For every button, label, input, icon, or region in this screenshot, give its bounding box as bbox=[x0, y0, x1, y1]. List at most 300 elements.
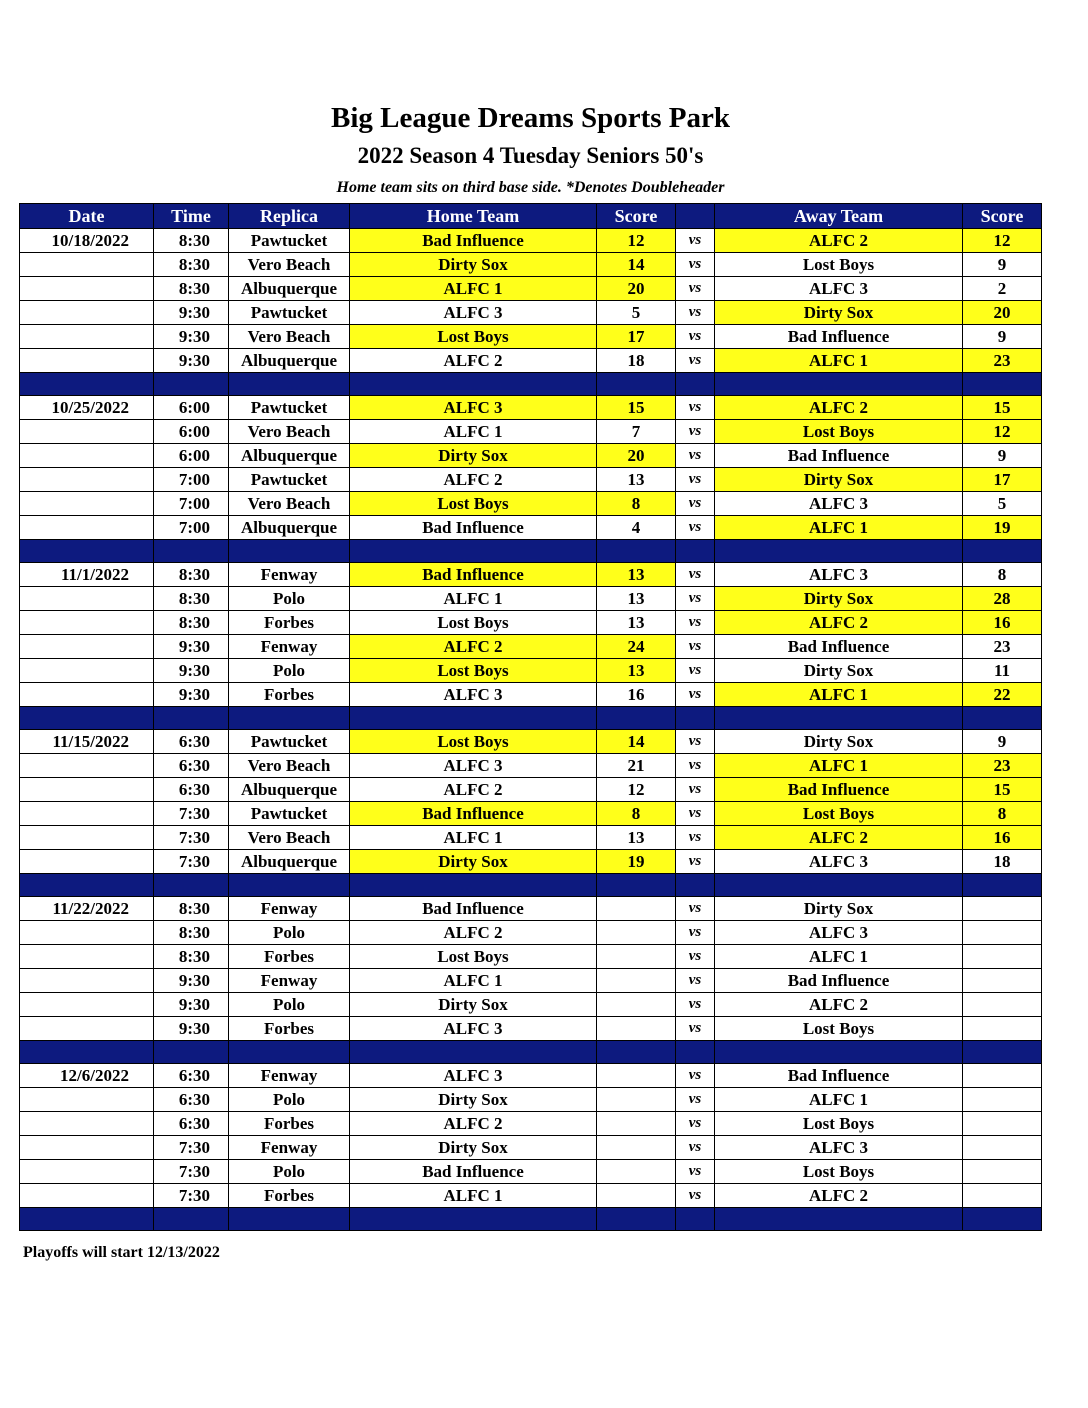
replica-cell: Polo bbox=[229, 659, 350, 683]
away-team-cell: Dirty Sox bbox=[715, 730, 963, 754]
time-cell: 7:00 bbox=[154, 516, 229, 540]
away-team-cell: Bad Influence bbox=[715, 778, 963, 802]
home-score-cell: 21 bbox=[597, 754, 676, 778]
away-score-cell bbox=[963, 1136, 1042, 1160]
away-score-cell: 9 bbox=[963, 730, 1042, 754]
vs-cell: vs bbox=[676, 1160, 715, 1184]
game-row bbox=[20, 611, 1042, 635]
home-score-cell bbox=[597, 993, 676, 1017]
vs-cell: vs bbox=[676, 945, 715, 969]
home-team-cell: ALFC 3 bbox=[350, 683, 597, 707]
game-row bbox=[20, 754, 1042, 778]
date-cell bbox=[20, 325, 154, 349]
home-team-cell: ALFC 2 bbox=[350, 468, 597, 492]
game-row bbox=[20, 730, 1042, 754]
vs-cell: vs bbox=[676, 349, 715, 373]
separator-cell bbox=[715, 707, 963, 730]
vs-cell: vs bbox=[676, 229, 715, 253]
game-row bbox=[20, 1184, 1042, 1208]
replica-cell: Vero Beach bbox=[229, 420, 350, 444]
replica-cell: Albuquerque bbox=[229, 778, 350, 802]
away-team-cell: Bad Influence bbox=[715, 969, 963, 993]
away-team-cell: Dirty Sox bbox=[715, 587, 963, 611]
replica-cell: Fenway bbox=[229, 635, 350, 659]
time-cell: 7:30 bbox=[154, 1184, 229, 1208]
time-cell: 7:30 bbox=[154, 802, 229, 826]
date-cell bbox=[20, 253, 154, 277]
away-score-cell: 11 bbox=[963, 659, 1042, 683]
home-score-cell: 18 bbox=[597, 349, 676, 373]
vs-cell: vs bbox=[676, 993, 715, 1017]
time-cell: 6:30 bbox=[154, 1112, 229, 1136]
date-cell bbox=[20, 635, 154, 659]
date-cell bbox=[20, 492, 154, 516]
away-team-cell: ALFC 1 bbox=[715, 516, 963, 540]
time-cell: 7:00 bbox=[154, 492, 229, 516]
home-team-cell: Bad Influence bbox=[350, 1160, 597, 1184]
away-score-cell: 20 bbox=[963, 301, 1042, 325]
home-team-cell: Bad Influence bbox=[350, 563, 597, 587]
separator-cell bbox=[963, 707, 1042, 730]
home-score-cell bbox=[597, 897, 676, 921]
replica-cell: Vero Beach bbox=[229, 826, 350, 850]
date-cell bbox=[20, 993, 154, 1017]
away-score-cell bbox=[963, 921, 1042, 945]
home-team-cell: ALFC 2 bbox=[350, 921, 597, 945]
time-cell: 9:30 bbox=[154, 993, 229, 1017]
away-score-cell bbox=[963, 1088, 1042, 1112]
home-score-cell: 16 bbox=[597, 683, 676, 707]
home-score-cell: 13 bbox=[597, 611, 676, 635]
home-score-cell bbox=[597, 1112, 676, 1136]
home-score-cell: 13 bbox=[597, 587, 676, 611]
home-team-cell: ALFC 3 bbox=[350, 396, 597, 420]
vs-cell: vs bbox=[676, 921, 715, 945]
away-score-cell bbox=[963, 1017, 1042, 1041]
replica-cell: Pawtucket bbox=[229, 229, 350, 253]
separator-cell bbox=[229, 1041, 350, 1064]
away-team-cell: ALFC 3 bbox=[715, 277, 963, 301]
replica-cell: Polo bbox=[229, 993, 350, 1017]
page-subtitle: 2022 Season 4 Tuesday Seniors 50's bbox=[357, 143, 704, 168]
separator-cell bbox=[350, 540, 597, 563]
game-row bbox=[20, 850, 1042, 874]
separator-cell bbox=[963, 373, 1042, 396]
away-score-cell: 12 bbox=[963, 420, 1042, 444]
vs-cell: vs bbox=[676, 1112, 715, 1136]
game-row bbox=[20, 301, 1042, 325]
time-cell: 9:30 bbox=[154, 635, 229, 659]
replica-cell: Fenway bbox=[229, 1064, 350, 1088]
date-cell bbox=[20, 826, 154, 850]
game-row bbox=[20, 563, 1042, 587]
home-score-cell bbox=[597, 945, 676, 969]
away-team-cell: ALFC 3 bbox=[715, 1136, 963, 1160]
home-team-cell: ALFC 1 bbox=[350, 420, 597, 444]
separator-cell bbox=[229, 540, 350, 563]
away-team-cell: ALFC 3 bbox=[715, 492, 963, 516]
home-team-cell: Lost Boys bbox=[350, 659, 597, 683]
separator-cell bbox=[676, 1208, 715, 1231]
vs-cell: vs bbox=[676, 325, 715, 349]
game-row bbox=[20, 945, 1042, 969]
away-team-cell: Dirty Sox bbox=[715, 301, 963, 325]
time-cell: 9:30 bbox=[154, 325, 229, 349]
separator-cell bbox=[350, 1041, 597, 1064]
home-score-cell: 20 bbox=[597, 444, 676, 468]
vs-cell: vs bbox=[676, 850, 715, 874]
date-cell bbox=[20, 349, 154, 373]
time-cell: 9:30 bbox=[154, 659, 229, 683]
date-cell bbox=[20, 921, 154, 945]
home-score-cell: 13 bbox=[597, 563, 676, 587]
home-score-cell bbox=[597, 1017, 676, 1041]
replica-cell: Polo bbox=[229, 1160, 350, 1184]
separator-cell bbox=[350, 707, 597, 730]
home-score-cell: 14 bbox=[597, 730, 676, 754]
replica-cell: Vero Beach bbox=[229, 492, 350, 516]
separator-cell bbox=[154, 1041, 229, 1064]
date-cell bbox=[20, 802, 154, 826]
separator-cell bbox=[229, 1208, 350, 1231]
time-cell: 8:30 bbox=[154, 277, 229, 301]
date-cell bbox=[20, 778, 154, 802]
game-row bbox=[20, 1017, 1042, 1041]
time-cell: 8:30 bbox=[154, 563, 229, 587]
home-team-cell: Dirty Sox bbox=[350, 1136, 597, 1160]
home-score-cell bbox=[597, 921, 676, 945]
vs-cell: vs bbox=[676, 516, 715, 540]
time-cell: 9:30 bbox=[154, 969, 229, 993]
game-row bbox=[20, 802, 1042, 826]
time-cell: 9:30 bbox=[154, 349, 229, 373]
date-cell bbox=[20, 945, 154, 969]
away-score-cell: 9 bbox=[963, 253, 1042, 277]
away-score-cell: 17 bbox=[963, 468, 1042, 492]
game-row bbox=[20, 420, 1042, 444]
away-score-cell: 23 bbox=[963, 754, 1042, 778]
game-row bbox=[20, 516, 1042, 540]
home-team-cell: Lost Boys bbox=[350, 730, 597, 754]
separator-cell bbox=[20, 874, 154, 897]
replica-cell: Vero Beach bbox=[229, 325, 350, 349]
away-score-cell: 18 bbox=[963, 850, 1042, 874]
away-team-cell: Lost Boys bbox=[715, 253, 963, 277]
time-cell: 7:00 bbox=[154, 468, 229, 492]
time-cell: 6:30 bbox=[154, 1064, 229, 1088]
home-team-cell: Lost Boys bbox=[350, 325, 597, 349]
home-team-cell: ALFC 2 bbox=[350, 349, 597, 373]
week-separator-row bbox=[20, 707, 1042, 730]
away-score-cell: 12 bbox=[963, 229, 1042, 253]
game-row bbox=[20, 229, 1042, 253]
game-row bbox=[20, 1064, 1042, 1088]
game-row bbox=[20, 635, 1042, 659]
schedule-note: Home team sits on third base side. *Denotes Doubleheader bbox=[336, 179, 725, 196]
away-team-cell: Lost Boys bbox=[715, 1160, 963, 1184]
time-cell: 6:30 bbox=[154, 730, 229, 754]
away-score-cell: 23 bbox=[963, 349, 1042, 373]
replica-cell: Albuquerque bbox=[229, 516, 350, 540]
schedule-table bbox=[19, 203, 1042, 1231]
away-team-cell: Dirty Sox bbox=[715, 468, 963, 492]
time-cell: 8:30 bbox=[154, 587, 229, 611]
vs-cell: vs bbox=[676, 802, 715, 826]
week-separator-row bbox=[20, 874, 1042, 897]
time-cell: 6:30 bbox=[154, 754, 229, 778]
time-cell: 8:30 bbox=[154, 229, 229, 253]
separator-cell bbox=[229, 874, 350, 897]
separator-cell bbox=[963, 874, 1042, 897]
replica-cell: Pawtucket bbox=[229, 468, 350, 492]
away-score-cell bbox=[963, 993, 1042, 1017]
home-score-cell bbox=[597, 969, 676, 993]
home-score-cell: 5 bbox=[597, 301, 676, 325]
replica-cell: Polo bbox=[229, 1088, 350, 1112]
playoffs-note: Playoffs will start 12/13/2022 bbox=[23, 1244, 220, 1261]
separator-cell bbox=[20, 540, 154, 563]
time-cell: 7:30 bbox=[154, 1136, 229, 1160]
home-score-cell: 12 bbox=[597, 229, 676, 253]
date-cell bbox=[20, 301, 154, 325]
date-cell bbox=[20, 1088, 154, 1112]
game-row bbox=[20, 396, 1042, 420]
date-cell: 12/6/2022 bbox=[20, 1064, 154, 1088]
separator-cell bbox=[597, 874, 676, 897]
time-cell: 6:00 bbox=[154, 396, 229, 420]
vs-cell: vs bbox=[676, 730, 715, 754]
away-score-cell bbox=[963, 945, 1042, 969]
home-score-cell bbox=[597, 1088, 676, 1112]
home-team-cell: ALFC 2 bbox=[350, 1112, 597, 1136]
time-cell: 7:30 bbox=[154, 826, 229, 850]
separator-cell bbox=[597, 540, 676, 563]
date-cell bbox=[20, 1112, 154, 1136]
replica-cell: Forbes bbox=[229, 1112, 350, 1136]
separator-cell bbox=[676, 1041, 715, 1064]
separator-cell bbox=[715, 1208, 963, 1231]
separator-cell bbox=[154, 540, 229, 563]
away-score-cell bbox=[963, 1064, 1042, 1088]
week-separator-row bbox=[20, 540, 1042, 563]
away-team-cell: Bad Influence bbox=[715, 444, 963, 468]
away-score-header: Score bbox=[963, 204, 1042, 229]
away-score-cell bbox=[963, 1112, 1042, 1136]
game-row bbox=[20, 826, 1042, 850]
away-team-cell: Lost Boys bbox=[715, 420, 963, 444]
home-team-cell: Dirty Sox bbox=[350, 850, 597, 874]
replica-cell: Forbes bbox=[229, 1184, 350, 1208]
away-team-cell: Dirty Sox bbox=[715, 659, 963, 683]
away-team-cell: ALFC 2 bbox=[715, 229, 963, 253]
home-team-cell: ALFC 1 bbox=[350, 826, 597, 850]
date-cell bbox=[20, 1017, 154, 1041]
separator-cell bbox=[676, 540, 715, 563]
game-row bbox=[20, 1136, 1042, 1160]
home-team-cell: Bad Influence bbox=[350, 229, 597, 253]
replica-cell: Fenway bbox=[229, 897, 350, 921]
date-cell bbox=[20, 420, 154, 444]
home-score-cell bbox=[597, 1160, 676, 1184]
away-score-cell: 19 bbox=[963, 516, 1042, 540]
vs-header bbox=[676, 204, 715, 229]
vs-cell: vs bbox=[676, 492, 715, 516]
week-separator-row bbox=[20, 1208, 1042, 1231]
home-score-cell: 24 bbox=[597, 635, 676, 659]
separator-cell bbox=[20, 1041, 154, 1064]
home-score-cell: 8 bbox=[597, 802, 676, 826]
away-score-cell: 16 bbox=[963, 611, 1042, 635]
separator-cell bbox=[350, 874, 597, 897]
separator-cell bbox=[154, 1208, 229, 1231]
home-score-cell bbox=[597, 1064, 676, 1088]
vs-cell: vs bbox=[676, 396, 715, 420]
separator-cell bbox=[715, 874, 963, 897]
vs-cell: vs bbox=[676, 635, 715, 659]
away-score-cell bbox=[963, 1160, 1042, 1184]
home-team-cell: ALFC 2 bbox=[350, 635, 597, 659]
vs-cell: vs bbox=[676, 969, 715, 993]
time-cell: 6:00 bbox=[154, 444, 229, 468]
away-score-cell: 8 bbox=[963, 563, 1042, 587]
away-team-cell: ALFC 1 bbox=[715, 945, 963, 969]
home-team-cell: Bad Influence bbox=[350, 516, 597, 540]
away-team-cell: Bad Influence bbox=[715, 635, 963, 659]
week-separator-row bbox=[20, 373, 1042, 396]
date-cell bbox=[20, 1184, 154, 1208]
home-score-cell: 14 bbox=[597, 253, 676, 277]
separator-cell bbox=[715, 1041, 963, 1064]
home-team-cell: ALFC 1 bbox=[350, 277, 597, 301]
separator-cell bbox=[229, 707, 350, 730]
game-row bbox=[20, 325, 1042, 349]
home-team-cell: Dirty Sox bbox=[350, 1088, 597, 1112]
vs-cell: vs bbox=[676, 301, 715, 325]
vs-cell: vs bbox=[676, 754, 715, 778]
home-team-cell: Lost Boys bbox=[350, 492, 597, 516]
away-score-cell: 8 bbox=[963, 802, 1042, 826]
date-header: Date bbox=[20, 204, 154, 229]
date-cell bbox=[20, 683, 154, 707]
home-team-cell: ALFC 2 bbox=[350, 778, 597, 802]
game-row bbox=[20, 683, 1042, 707]
time-cell: 8:30 bbox=[154, 253, 229, 277]
away-team-cell: ALFC 1 bbox=[715, 683, 963, 707]
home-score-cell: 8 bbox=[597, 492, 676, 516]
date-cell bbox=[20, 444, 154, 468]
time-cell: 6:30 bbox=[154, 1088, 229, 1112]
away-team-cell: ALFC 3 bbox=[715, 563, 963, 587]
game-row bbox=[20, 659, 1042, 683]
away-score-cell: 15 bbox=[963, 778, 1042, 802]
home-score-cell: 20 bbox=[597, 277, 676, 301]
replica-cell: Vero Beach bbox=[229, 253, 350, 277]
away-team-cell: Bad Influence bbox=[715, 325, 963, 349]
page-title: Big League Dreams Sports Park bbox=[330, 102, 730, 134]
away-score-cell: 15 bbox=[963, 396, 1042, 420]
away-score-cell: 9 bbox=[963, 444, 1042, 468]
game-row bbox=[20, 1112, 1042, 1136]
schedule-body bbox=[20, 229, 1042, 1231]
replica-cell: Pawtucket bbox=[229, 802, 350, 826]
vs-cell: vs bbox=[676, 1017, 715, 1041]
separator-cell bbox=[154, 707, 229, 730]
home-team-cell: Lost Boys bbox=[350, 945, 597, 969]
vs-cell: vs bbox=[676, 897, 715, 921]
game-row bbox=[20, 253, 1042, 277]
away-team-header: Away Team bbox=[715, 204, 963, 229]
replica-cell: Albuquerque bbox=[229, 850, 350, 874]
away-team-cell: ALFC 2 bbox=[715, 993, 963, 1017]
game-row bbox=[20, 778, 1042, 802]
separator-cell bbox=[597, 707, 676, 730]
away-team-cell: ALFC 1 bbox=[715, 349, 963, 373]
time-cell: 9:30 bbox=[154, 683, 229, 707]
date-cell bbox=[20, 754, 154, 778]
replica-cell: Pawtucket bbox=[229, 730, 350, 754]
time-cell: 6:00 bbox=[154, 420, 229, 444]
vs-cell: vs bbox=[676, 587, 715, 611]
away-team-cell: ALFC 2 bbox=[715, 826, 963, 850]
separator-cell bbox=[597, 1041, 676, 1064]
away-team-cell: Lost Boys bbox=[715, 802, 963, 826]
away-team-cell: Lost Boys bbox=[715, 1112, 963, 1136]
time-cell: 7:30 bbox=[154, 1160, 229, 1184]
replica-cell: Albuquerque bbox=[229, 444, 350, 468]
game-row bbox=[20, 921, 1042, 945]
away-team-cell: ALFC 2 bbox=[715, 1184, 963, 1208]
replica-cell: Forbes bbox=[229, 611, 350, 635]
date-cell bbox=[20, 1136, 154, 1160]
date-cell bbox=[20, 969, 154, 993]
vs-cell: vs bbox=[676, 826, 715, 850]
replica-cell: Forbes bbox=[229, 1017, 350, 1041]
vs-cell: vs bbox=[676, 1088, 715, 1112]
vs-cell: vs bbox=[676, 563, 715, 587]
date-cell: 11/1/2022 bbox=[20, 563, 154, 587]
separator-cell bbox=[715, 540, 963, 563]
home-team-cell: Bad Influence bbox=[350, 897, 597, 921]
away-score-cell bbox=[963, 969, 1042, 993]
away-score-cell bbox=[963, 897, 1042, 921]
away-score-cell: 28 bbox=[963, 587, 1042, 611]
time-cell: 8:30 bbox=[154, 921, 229, 945]
away-team-cell: ALFC 1 bbox=[715, 1088, 963, 1112]
home-team-cell: ALFC 1 bbox=[350, 1184, 597, 1208]
separator-cell bbox=[597, 373, 676, 396]
date-cell bbox=[20, 468, 154, 492]
replica-cell: Pawtucket bbox=[229, 396, 350, 420]
date-cell: 10/25/2022 bbox=[20, 396, 154, 420]
home-score-cell: 19 bbox=[597, 850, 676, 874]
replica-cell: Fenway bbox=[229, 1136, 350, 1160]
separator-cell bbox=[20, 1208, 154, 1231]
replica-cell: Forbes bbox=[229, 683, 350, 707]
away-team-cell: ALFC 2 bbox=[715, 396, 963, 420]
game-row bbox=[20, 444, 1042, 468]
replica-cell: Pawtucket bbox=[229, 301, 350, 325]
date-cell: 11/22/2022 bbox=[20, 897, 154, 921]
vs-cell: vs bbox=[676, 468, 715, 492]
time-cell: 8:30 bbox=[154, 611, 229, 635]
date-cell bbox=[20, 850, 154, 874]
vs-cell: vs bbox=[676, 420, 715, 444]
time-cell: 6:30 bbox=[154, 778, 229, 802]
time-cell: 8:30 bbox=[154, 897, 229, 921]
home-score-cell: 13 bbox=[597, 468, 676, 492]
replica-cell: Polo bbox=[229, 587, 350, 611]
time-cell: 9:30 bbox=[154, 1017, 229, 1041]
